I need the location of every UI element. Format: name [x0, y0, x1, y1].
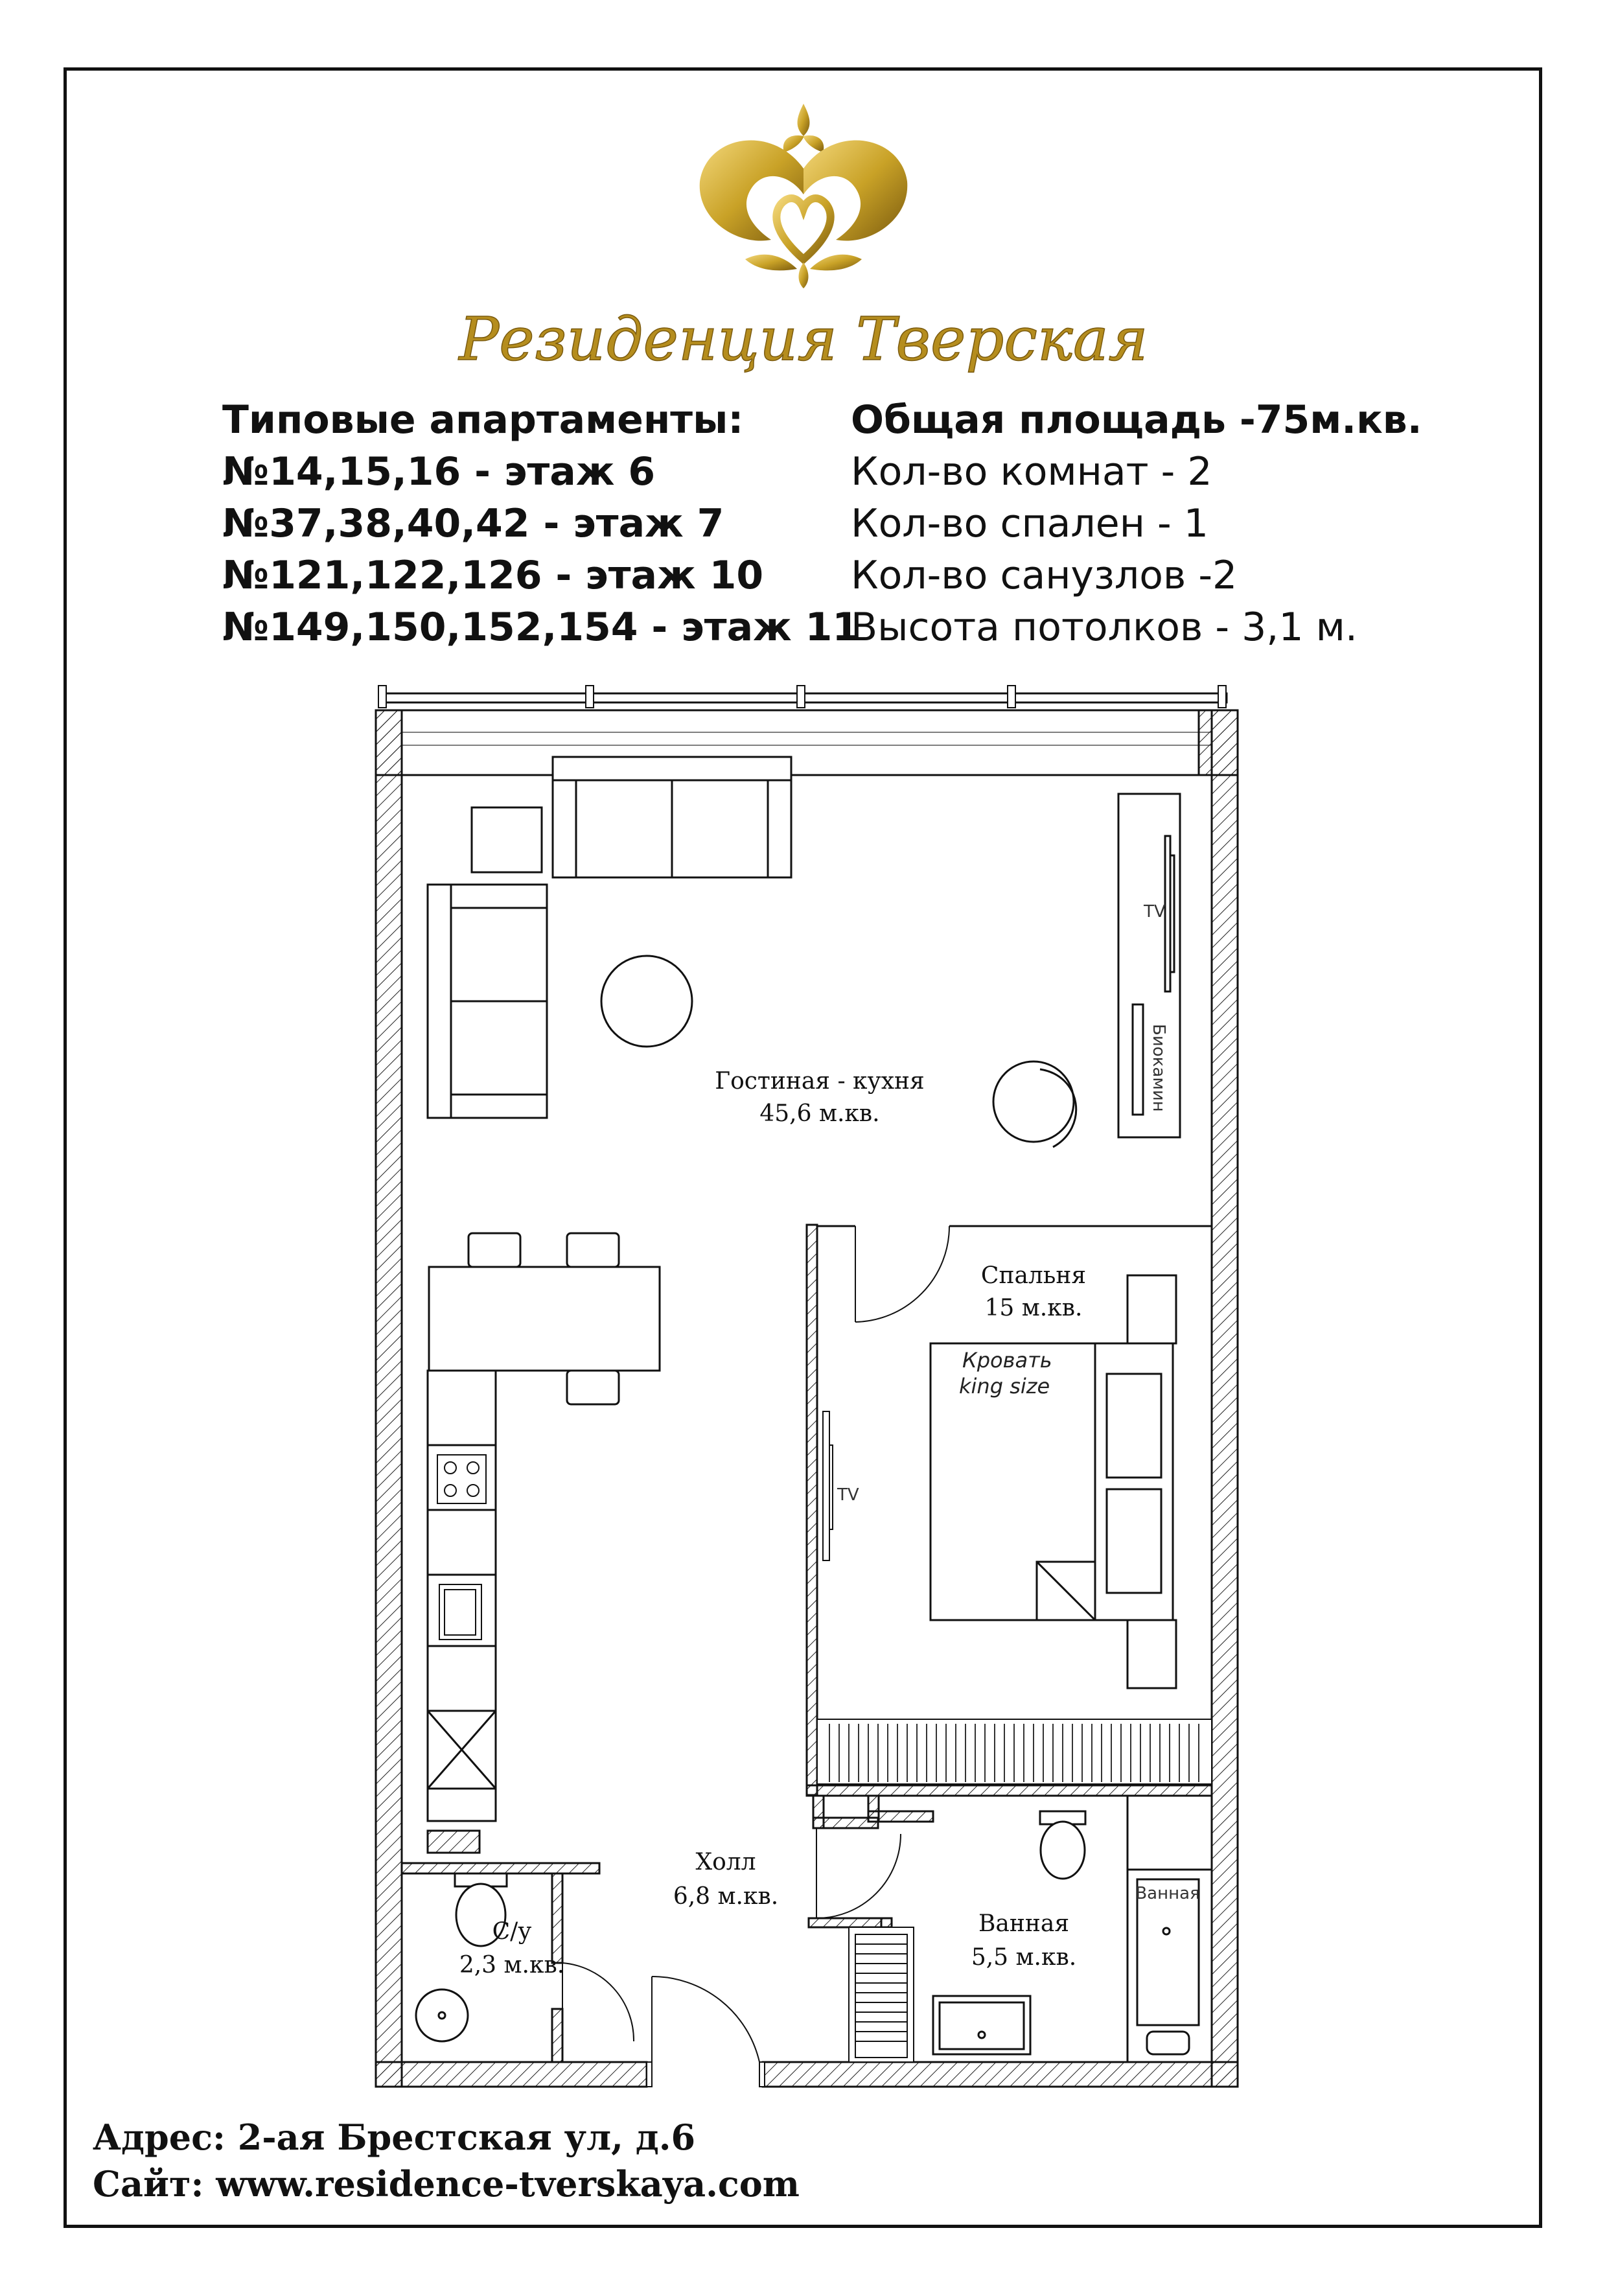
bed-label: Кровать: [962, 1348, 1052, 1373]
sofa-top: [553, 757, 791, 877]
wc-door: [562, 1963, 634, 2041]
bedroom-area: 15 м.кв.: [984, 1295, 1083, 1321]
apartments-info: [222, 394, 859, 653]
website: Сайт: www.residence-tverskaya.com: [93, 2163, 800, 2205]
wc-washbasin: [416, 1989, 468, 2041]
bathroom-area: 5,5 м.кв.: [971, 1944, 1077, 1971]
apartments-line: №149,150,152,154 - этаж 11: [222, 605, 860, 650]
total-area: Общая площадь -75м.кв.: [851, 397, 1422, 443]
bedroom-door: [855, 1226, 949, 1322]
entrance-door: [647, 1977, 765, 2087]
specs-info: [851, 394, 1422, 653]
apartments-line: №121,122,126 - этаж 10: [222, 553, 764, 598]
coffee-table: [601, 956, 692, 1047]
living-tv-label: TV: [1144, 902, 1166, 922]
living-area: 45,6 м.кв.: [759, 1100, 880, 1127]
sofa-left: [428, 885, 547, 1118]
cooktop-icon: [437, 1455, 486, 1503]
balcony-window: [378, 686, 1227, 775]
sink-icon: [439, 1584, 481, 1640]
apartments-line: №37,38,40,42 - этаж 7: [222, 501, 724, 546]
hall-area: 6,8 м.кв.: [673, 1883, 779, 1910]
bathrooms-count: Кол-во санузлов -2: [851, 553, 1238, 598]
bedroom-tv-label: TV: [837, 1485, 859, 1505]
floor-plan: [363, 680, 1251, 2093]
lounge-chair: [993, 1061, 1076, 1147]
bathtub-label: Ванная: [1135, 1884, 1200, 1903]
wc-area: 2,3 м.кв.: [459, 1952, 565, 1978]
address: Адрес: 2-ая Брестская ул, д.6: [93, 2116, 696, 2158]
king-size-bed: [931, 1275, 1176, 1688]
brand-wordmark: [459, 295, 1148, 386]
bed-size-label: king size: [959, 1374, 1050, 1398]
biofireplace-label: Биокамин: [1149, 1024, 1168, 1112]
rooms-count: Кол-во комнат - 2: [851, 449, 1212, 494]
apartments-line: №14,15,16 - этаж 6: [222, 449, 656, 494]
bathroom-door: [816, 1828, 901, 1918]
hall-name: Холл: [695, 1849, 756, 1875]
bathroom-toilet: [1040, 1811, 1085, 1879]
bedroom-name: Спальня: [980, 1262, 1087, 1289]
armchair: [472, 807, 542, 872]
bedroom-wardrobe: [817, 1719, 1212, 1784]
bathroom-name: Ванная: [978, 1910, 1070, 1937]
svg-text:Резиденция Тверская: Резиденция Тверская: [459, 305, 1148, 374]
living-name: Гостиная - кухня: [715, 1068, 925, 1095]
hall-wardrobe: [849, 1927, 914, 2062]
crown-logo: [667, 97, 940, 292]
bathroom-shower-tray: [933, 1996, 1030, 2054]
bedrooms-count: Кол-во спален - 1: [851, 501, 1208, 546]
wc-name: С/у: [492, 1918, 532, 1945]
bedroom-tv: [823, 1411, 833, 1560]
ceiling-height: Высота потолков - 3,1 м.: [851, 605, 1358, 650]
footer: [93, 2114, 800, 2207]
apartments-title: Типовые апартаменты:: [222, 397, 744, 443]
